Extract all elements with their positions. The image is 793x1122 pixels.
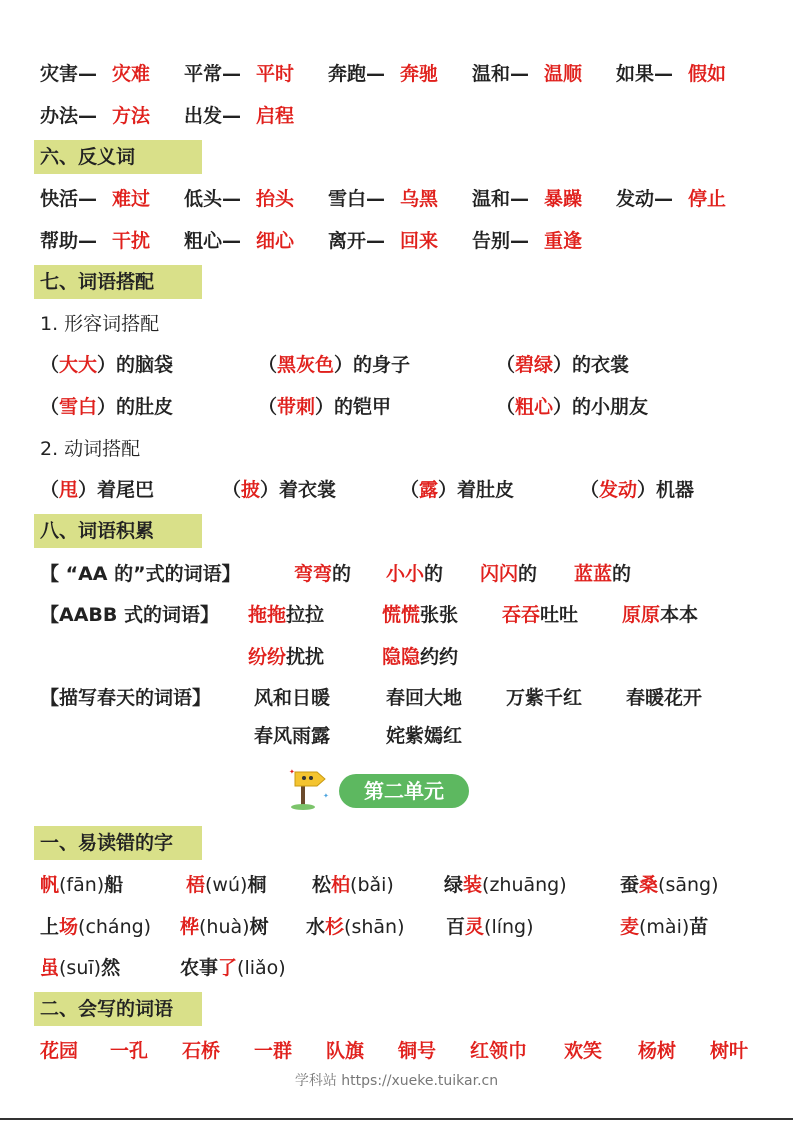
word: 出发— — [184, 105, 242, 127]
char: 树 — [249, 916, 269, 938]
word: 春暖花开 — [626, 687, 703, 709]
word: 风和日暖 — [254, 687, 331, 709]
word: 蓝蓝 — [574, 563, 613, 585]
word: 的 — [332, 563, 352, 585]
char: 桑 — [639, 874, 659, 896]
word: 重逢 — [544, 230, 583, 252]
word: 的 — [424, 563, 444, 585]
word: 告别— — [472, 230, 530, 252]
word: 假如 — [688, 63, 727, 85]
word: 帮助— — [40, 230, 98, 252]
answer: 黑灰色 — [277, 354, 335, 376]
char: 场 — [59, 916, 79, 938]
answer: 披 — [241, 479, 261, 501]
aabb-label: 【AABB 式的词语】 — [40, 604, 219, 626]
phrase: 的肚皮 — [116, 396, 174, 418]
word: 慌慌 — [382, 604, 421, 626]
word: 停止 — [688, 188, 727, 210]
word: 石桥 — [182, 1040, 221, 1062]
word: 温顺 — [544, 63, 583, 85]
pinyin: (liǎo) — [237, 957, 286, 979]
char: 绿 — [444, 874, 464, 896]
word: 张张 — [420, 604, 459, 626]
word: 奔驰 — [400, 63, 439, 85]
aa-label: 【 “AA 的”式的词语】 — [40, 563, 241, 585]
word: 奔跑— — [328, 63, 386, 85]
char: 农事 — [180, 957, 219, 979]
word: 乌黑 — [400, 188, 439, 210]
pinyin: (cháng) — [78, 916, 152, 938]
word: 办法— — [40, 105, 98, 127]
word: 低头— — [184, 188, 242, 210]
word: 万紫千红 — [506, 687, 583, 709]
bottom-divider — [0, 1118, 793, 1120]
word: 拉拉 — [286, 604, 325, 626]
word: 姹紫嫣红 — [386, 725, 463, 747]
phrase: 着肚皮 — [457, 479, 515, 501]
spring-label: 【描写春天的词语】 — [40, 687, 212, 709]
pinyin: (bǎi) — [350, 874, 394, 896]
pinyin: (suī) — [59, 957, 102, 979]
char: 帆 — [40, 874, 60, 896]
pinyin: (wú) — [205, 874, 248, 896]
pinyin: (fān) — [59, 874, 105, 896]
word: 铜号 — [398, 1040, 437, 1062]
phrase: 的身子 — [353, 354, 411, 376]
word: 花园 — [40, 1040, 79, 1062]
word: 雪白— — [328, 188, 386, 210]
word: 约约 — [420, 646, 459, 668]
char: 蚕 — [620, 874, 640, 896]
word: 快活— — [40, 188, 98, 210]
phrase: 的衣裳 — [572, 354, 630, 376]
pinyin: (mài) — [639, 916, 690, 938]
word: 一群 — [254, 1040, 293, 1062]
word: 弯弯 — [294, 563, 333, 585]
word: 启程 — [256, 105, 295, 127]
phrase: 的小朋友 — [572, 396, 649, 418]
word: 吐吐 — [540, 604, 579, 626]
word: 温和— — [472, 63, 530, 85]
char: 虽 — [40, 957, 60, 979]
word: 离开— — [328, 230, 386, 252]
answer: 发动 — [599, 479, 638, 501]
unit-title: 第二单元 — [339, 774, 469, 808]
word: 春回大地 — [386, 687, 463, 709]
pinyin: (sāng) — [658, 874, 719, 896]
word: 春风雨露 — [254, 725, 331, 747]
word: 吞吞 — [502, 604, 541, 626]
word: 隐隐 — [382, 646, 421, 668]
phrase: 的脑袋 — [116, 354, 174, 376]
pinyin: (shān) — [344, 916, 405, 938]
char: 梧 — [186, 874, 206, 896]
word: 树叶 — [710, 1040, 749, 1062]
answer: 大大 — [59, 354, 98, 376]
section-heading-accumulation: 八、词语积累 — [34, 514, 202, 548]
char: 了 — [218, 957, 238, 979]
word: 队旗 — [326, 1040, 365, 1062]
char: 百 — [446, 916, 466, 938]
word: 小小 — [386, 563, 425, 585]
section-heading-easy-misread: 一、易读错的字 — [34, 826, 202, 860]
answer: 碧绿 — [515, 354, 554, 376]
word: 闪闪 — [480, 563, 519, 585]
word: 纷纷 — [248, 646, 287, 668]
phrase: 的铠甲 — [334, 396, 392, 418]
section-heading-writing-words: 二、会写的词语 — [34, 992, 202, 1026]
char: 灵 — [465, 916, 485, 938]
word: 干扰 — [112, 230, 151, 252]
svg-text:✦: ✦ — [289, 768, 295, 776]
phrase: 着尾巴 — [97, 479, 155, 501]
word: 扰扰 — [286, 646, 325, 668]
phrase: 着衣裳 — [279, 479, 337, 501]
word: 温和— — [472, 188, 530, 210]
answer: 甩 — [59, 479, 79, 501]
pinyin: (líng) — [484, 916, 534, 938]
word: 如果— — [616, 63, 674, 85]
char: 苗 — [689, 916, 709, 938]
word: 的 — [518, 563, 538, 585]
word: 原原 — [622, 604, 661, 626]
word: 拖拖 — [248, 604, 287, 626]
word: 红领巾 — [470, 1040, 528, 1062]
char: 柏 — [331, 874, 351, 896]
char: 装 — [463, 874, 483, 896]
char: 水 — [306, 916, 326, 938]
word: 方法 — [112, 105, 151, 127]
char: 杉 — [325, 916, 345, 938]
word: 杨树 — [638, 1040, 677, 1062]
word: 粗心— — [184, 230, 242, 252]
svg-text:✦: ✦ — [323, 792, 329, 800]
char: 麦 — [620, 916, 640, 938]
word: 本本 — [660, 604, 699, 626]
answer: 粗心 — [515, 396, 554, 418]
section-heading-collocation: 七、词语搭配 — [34, 265, 202, 299]
footer-source: 学科站 https://xueke.tuikar.cn — [294, 1073, 499, 1089]
word: 平时 — [256, 63, 295, 85]
word: 灾害— — [40, 63, 98, 85]
char: 然 — [101, 957, 121, 979]
word: 平常— — [184, 63, 242, 85]
word: 灾难 — [112, 63, 151, 85]
word: 细心 — [256, 230, 295, 252]
answer: 雪白 — [59, 396, 98, 418]
word: 的 — [612, 563, 632, 585]
subheading-adjectives: 1. 形容词搭配 — [40, 313, 160, 335]
unit-banner — [287, 770, 477, 810]
word: 欢笑 — [564, 1040, 603, 1062]
word: 回来 — [400, 230, 439, 252]
word: 一孔 — [110, 1040, 149, 1062]
char: 桦 — [180, 916, 200, 938]
section-heading-antonyms: 六、反义词 — [34, 140, 202, 174]
char: 松 — [312, 874, 332, 896]
pinyin: (zhuāng) — [482, 874, 567, 896]
signpost-icon — [287, 766, 331, 810]
char: 桐 — [247, 874, 267, 896]
subheading-verbs: 2. 动词搭配 — [40, 438, 141, 460]
word: 难过 — [112, 188, 151, 210]
answer: 带刺 — [277, 396, 316, 418]
phrase: 机器 — [656, 479, 695, 501]
char: 船 — [104, 874, 124, 896]
word: 暴躁 — [544, 188, 583, 210]
answer: 露 — [419, 479, 439, 501]
word: 抬头 — [256, 188, 295, 210]
word: 发动— — [616, 188, 674, 210]
pinyin: (huà) — [199, 916, 250, 938]
char: 上 — [40, 916, 60, 938]
